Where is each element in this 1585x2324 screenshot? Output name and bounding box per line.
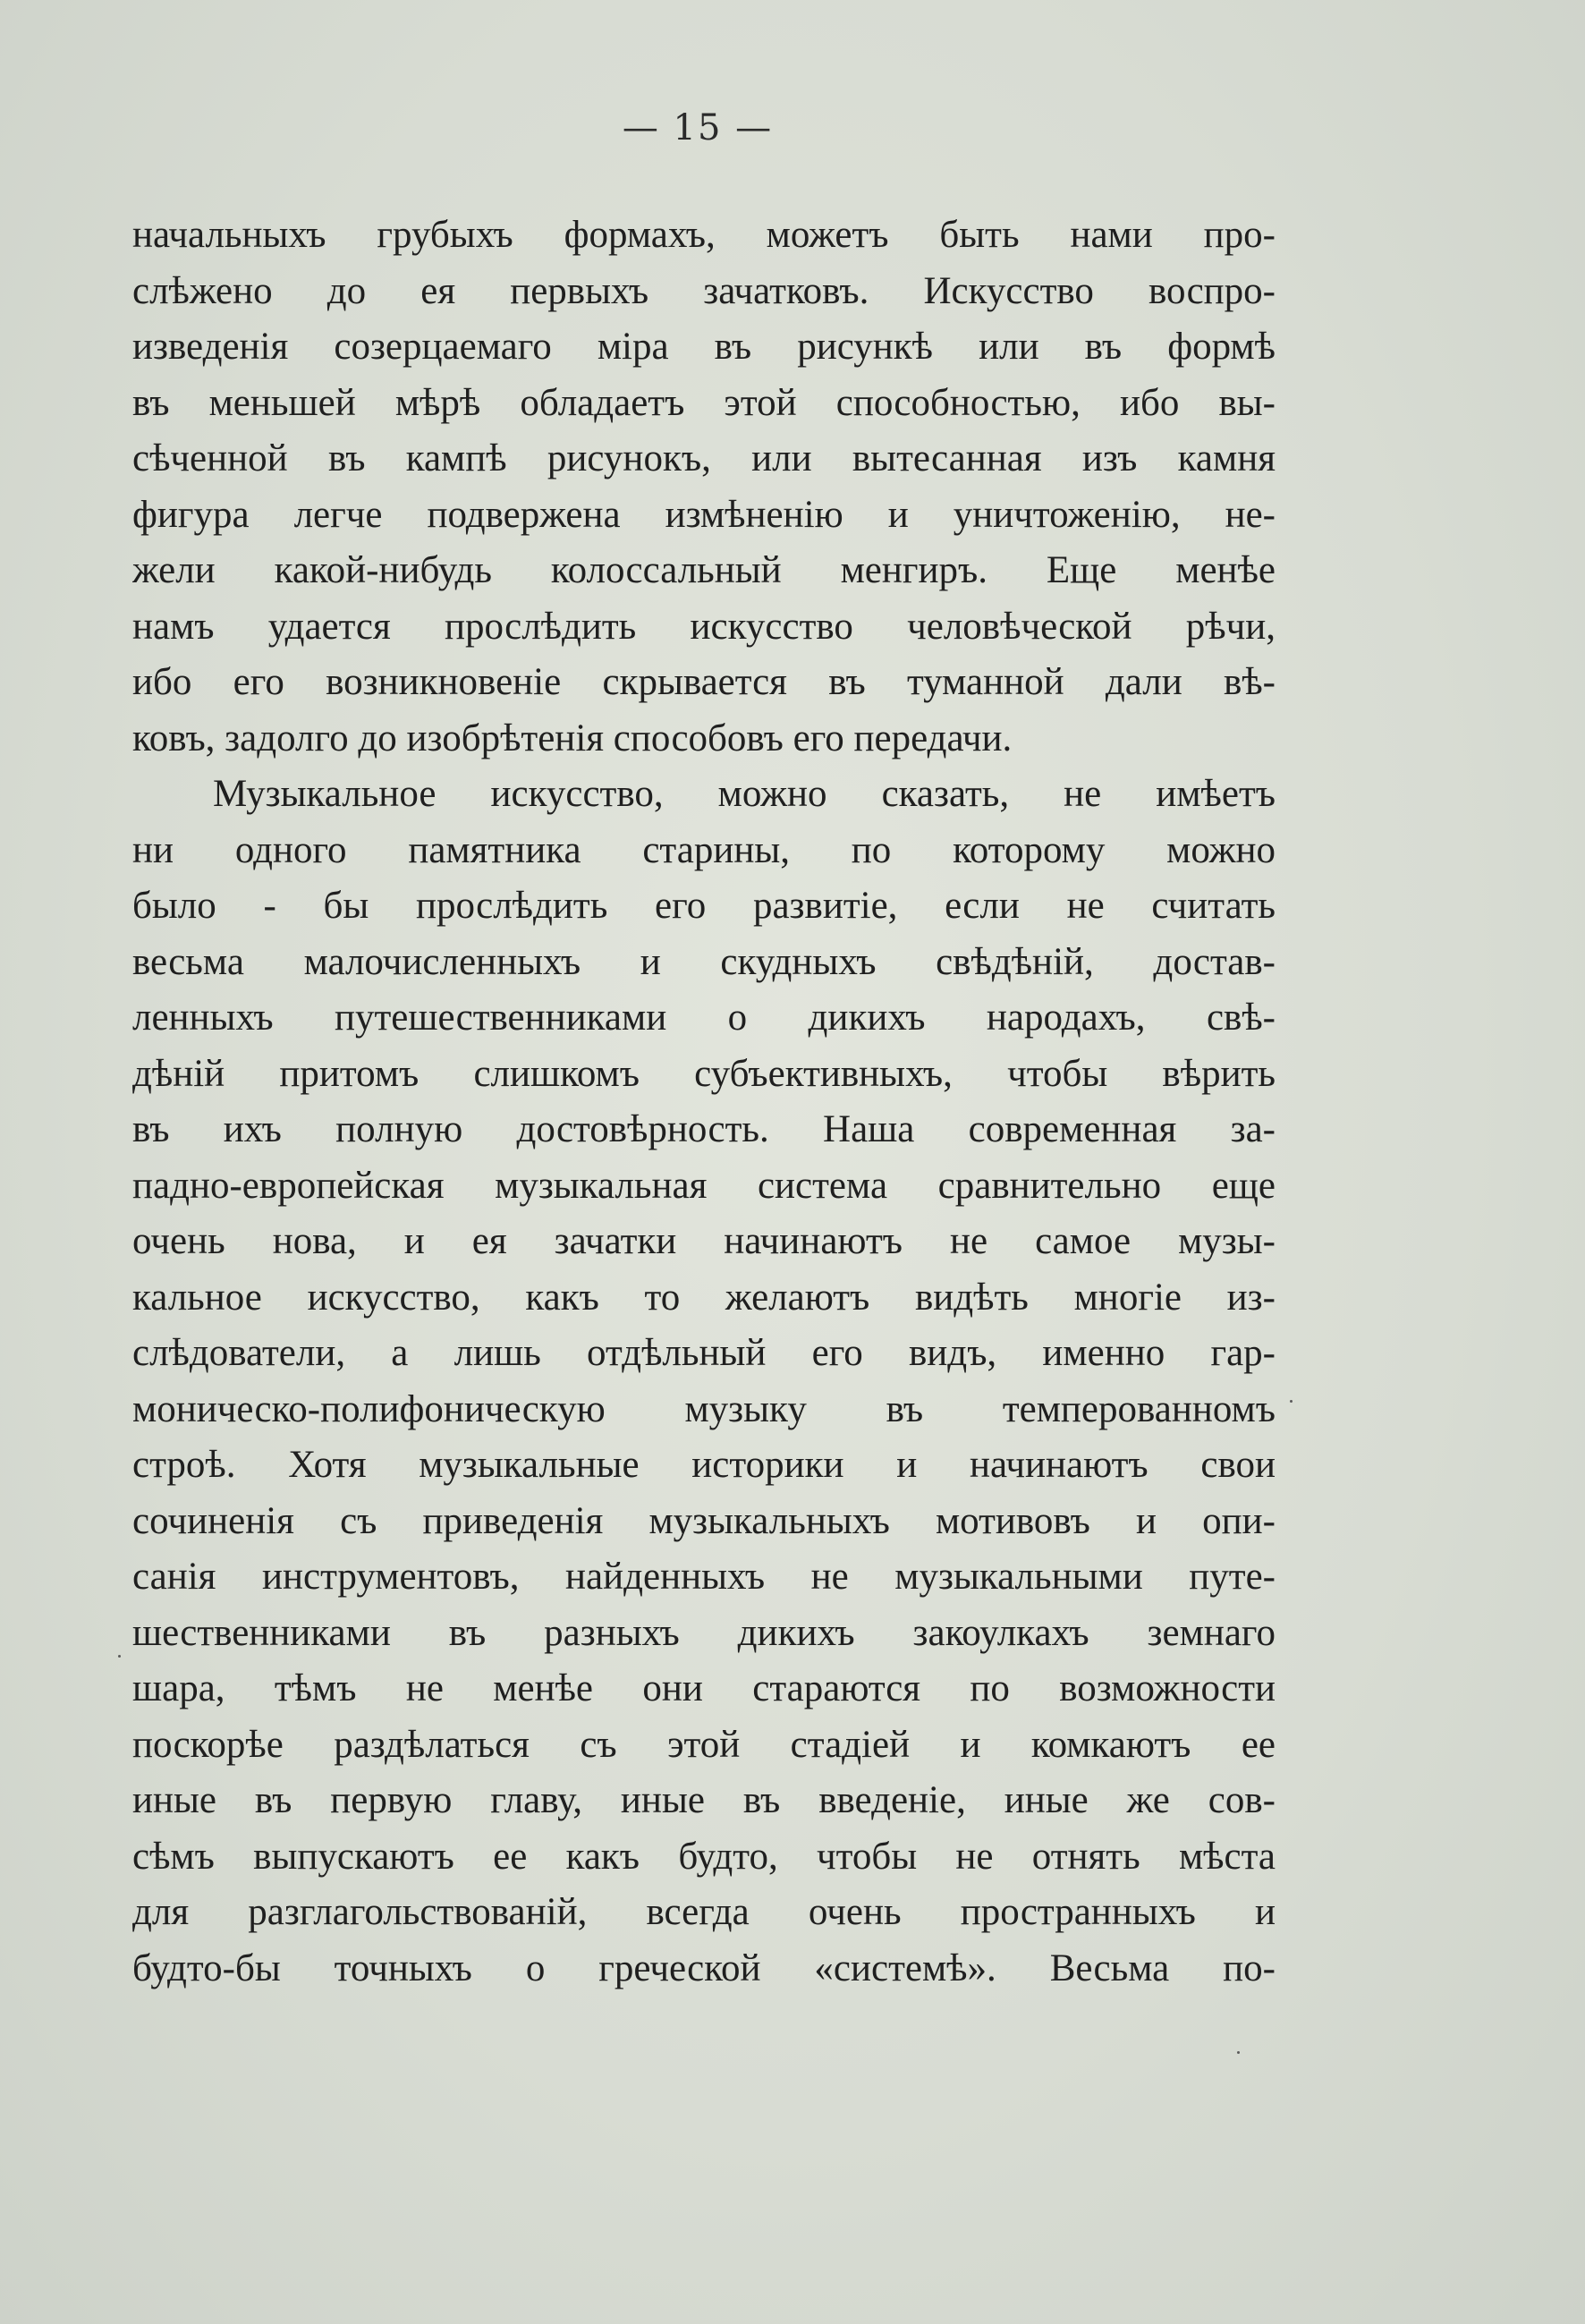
text-line: кальное искусство, какъ то желаютъ видѣть многіе из- xyxy=(132,1276,1276,1319)
text-line: падно-европейская музыкальная система сравнительно еще xyxy=(132,1164,1276,1207)
paper-speck xyxy=(1237,2051,1240,2054)
paper-speck xyxy=(1290,1400,1293,1403)
text-line: жели какой-нибудь колоссальный менгиръ. Еще менѣе xyxy=(132,549,1276,591)
text-line: очень нова, и ея зачатки начинаютъ не самое музы- xyxy=(132,1220,1276,1262)
text-line: изведенія созерцаемаго міра въ рисункѣ или въ формѣ xyxy=(132,326,1276,368)
text-line: санія инструментовъ, найденныхъ не музыкальными путе- xyxy=(132,1556,1276,1598)
text-line: слѣдователи, а лишь отдѣльный его видъ, именно гар- xyxy=(132,1332,1276,1374)
text-line: шара, тѣмъ не менѣе они стараются по возможности xyxy=(132,1667,1276,1709)
text-line: строѣ. Хотя музыкальные историки и начинаютъ свои xyxy=(132,1444,1276,1486)
page-number: — 15 — xyxy=(622,107,774,148)
text-line: въ меньшей мѣрѣ обладаетъ этой способностью, ибо вы- xyxy=(132,381,1276,424)
text-line: намъ удается прослѣдить искусство человѣческой рѣчи, xyxy=(132,605,1276,648)
text-line: въ ихъ полную достовѣрность. Наша современная за- xyxy=(132,1108,1276,1150)
text-line: сѣченной въ кампѣ рисунокъ, или вытесанная изъ камня xyxy=(132,437,1276,479)
text-line: фигура легче подвержена измѣненію и уничтоженію, не- xyxy=(132,493,1276,536)
paragraph-2 xyxy=(132,767,1276,1997)
body-text xyxy=(132,208,1276,1997)
text-line: сочиненія съ приведенія музыкальныхъ мотивовъ и опи- xyxy=(132,1499,1276,1542)
text-line: начальныхъ грубыхъ формахъ, можетъ быть нами про- xyxy=(132,214,1276,256)
text-line: ни одного памятника старины, по которому можно xyxy=(132,828,1276,871)
text-line: моническо-полифоническую музыку въ темперованномъ xyxy=(132,1387,1276,1430)
text-line: дѣній притомъ слишкомъ субъективныхъ, чтобы вѣрить xyxy=(132,1052,1276,1095)
text-line: ковъ, задолго до изобрѣтенія способовъ его передачи. xyxy=(132,717,1013,759)
text-line: сѣмъ выпускаютъ ее какъ будто, чтобы не отнять мѣста xyxy=(132,1835,1276,1878)
text-line: было - бы прослѣдить его развитіе, если не считать xyxy=(132,885,1276,927)
text-line: поскорѣе раздѣлаться съ этой стадіей и комкаютъ ее xyxy=(132,1723,1276,1766)
text-line: шественниками въ разныхъ дикихъ закоулкахъ земнаго xyxy=(132,1611,1276,1654)
text-line: весьма малочисленныхъ и скудныхъ свѣдѣній, достав- xyxy=(132,940,1276,983)
text-line: будто-бы точныхъ о греческой «системѣ». Весьма по- xyxy=(132,1947,1276,1989)
text-line: иные въ первую главу, иные въ введеніе, иные же сов- xyxy=(132,1779,1276,1821)
paragraph-1 xyxy=(132,208,1276,767)
text-line: слѣжено до ея первыхъ зачатковъ. Искусство воспро- xyxy=(132,269,1276,312)
paper-speck xyxy=(118,1655,121,1658)
text-line: для разглагольствованій, всегда очень пространныхъ и xyxy=(132,1891,1276,1933)
text-line: Музыкальное искусство, можно сказать, не имѣетъ xyxy=(213,773,1276,815)
text-line: ибо его возникновеніе скрывается въ туманной дали вѣ- xyxy=(132,661,1276,703)
text-line: ленныхъ путешественниками о дикихъ народахъ, свѣ- xyxy=(132,997,1276,1039)
